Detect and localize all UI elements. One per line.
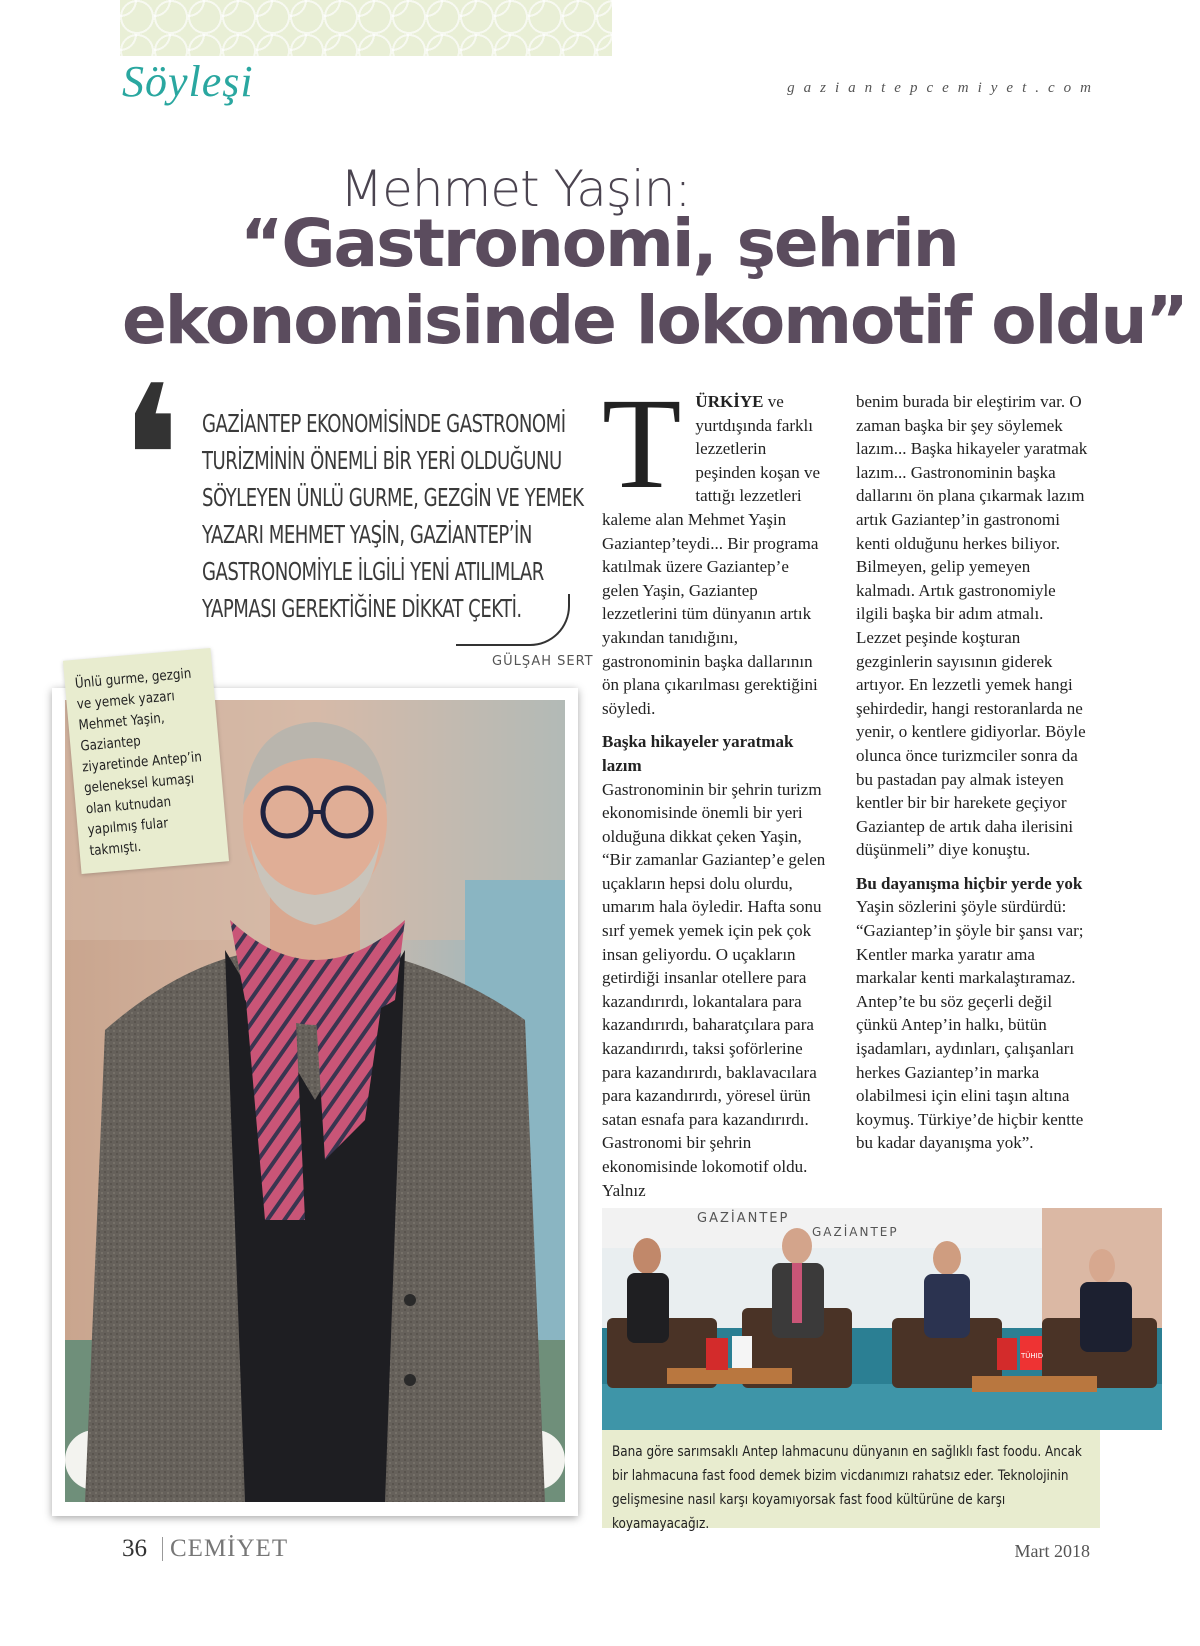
headline-line-1: “Gastronomi, şehrin bbox=[240, 205, 958, 282]
photo-note bbox=[63, 648, 229, 874]
publication-name: CEMİYET bbox=[170, 1535, 289, 1562]
page-number: 36 bbox=[122, 1535, 147, 1562]
footer-separator bbox=[162, 1537, 163, 1561]
photo-caption-text: Bana göre sarımsaklı Antep lahmacunu dünyanın en sağlıklı fast foodu. Ancak bir lahmacuna fast food demek bizim vicdanımızı rahatsız eder. Teknolojinin gelişmesine nasıl karşı koyamıyorsak fast food kültürüne de karşı koyamayacağız. bbox=[612, 1444, 1082, 1532]
article-column-1 bbox=[602, 372, 828, 1202]
site-url: gaziantepcemiyet.com bbox=[787, 80, 1100, 96]
author-name: GÜLŞAH SERT bbox=[492, 654, 594, 669]
subheading-2: Bu dayanışma hiçbir yerde yok bbox=[856, 873, 1083, 893]
photo-caption bbox=[602, 1430, 1100, 1532]
header-pattern bbox=[120, 0, 612, 56]
article-paragraph-3: benim burada bir eleştirim var. O zaman başka bir şey söylemek lazım... Başka hikayeler yaratmak lazım... Gastronominin başka dallarını ön plana çıkarmak lazım artık Gaziantep’in gastronomi kenti olduğunu herkes biliyor. Bilmeyen, gelip yemeyen kalmadı. Artık gastronomiyle ilgili başka bir adım atmalı. Lezzet peşinde koşturan gezginlerin sayısının giderek artıyor. En lezzetli yemek hangi şehirdedir, hangi restoranlarda ne yenir, o kentlere gidiyorlar. Böyle olunca önce turizmciler sonra da bu pastadan pay almak isteyen kentler bir bir harekete geçiyor Gaziantep de artık daha ilerisini düşünmeli” diye konuştu. bbox=[856, 392, 1088, 860]
article-column-2 bbox=[856, 390, 1090, 1155]
first-word: ÜRKİYE bbox=[695, 392, 764, 411]
article-paragraph-1-text: ve yurtdışında farklı lezzetlerin peşinden koşan ve tattığı lezzetleri kaleme alan Mehmet Yaşin Gaziantep’teydi... Bir programa katılmak üzere Gaziantep’e gelen Yaşin, Gaziantep lezzetlerini tüm dünyanın artık yakından tanıdığını, gastronominin başka dallarının ön plana çıkarılması gerektiğini söyledi. bbox=[602, 392, 821, 718]
banner-text-left: GAZİANTEP bbox=[697, 1211, 790, 1226]
flag-text: TÜHID bbox=[1021, 1352, 1044, 1360]
lead-paragraph: GAZİANTEP EKONOMİSİNDE GASTRONOMİ TURİZMİNİN ÖNEMLİ BİR YERİ OLDUĞUNU SÖYLEYEN ÜNLÜ GURME, GEZGİN VE YEMEK YAZARI MEHMET YAŞİN, GAZİANTEP’İN GASTRONOMİYLE İLGİLİ YENİ ATILIMLAR YAPMASI GEREKTİĞİNE DİKKAT ÇEKTİ. bbox=[202, 409, 584, 623]
subheading-1: Başka hikayeler yaratmak lazım bbox=[602, 732, 794, 775]
event-illustration bbox=[602, 1208, 1162, 1430]
article-paragraph-4: Yaşin sözlerini şöyle sürdürdü: “Gaziantep’in şöyle bir şansı var; Kentler marka yaratır ama markalar kenti markalaştıramaz. Antep’te bu söz geçerli değil çünkü Antep’in halkı, bütün işadamları, aydınları, çalışanları herkes Gaziantep’in marka olabilmesi için elini taşın altına koymuş. Türkiye’de hiçbir kentte bu kadar dayanışma yok”. bbox=[856, 897, 1084, 1153]
quote-mark-icon: ❛ bbox=[118, 343, 183, 576]
photo-note-text: Ünlü gurme, gezgin ve yemek yazarı Mehmet Yaşin, Gaziantep ziyaretinde Antep’in geleneksel kumaşı olan kutnudan yapılmış fular takmıştı. bbox=[74, 665, 203, 860]
headline-line-2: ekonomisinde lokomotif oldu” bbox=[122, 282, 1187, 359]
article-paragraph-2: Gastronominin bir şehrin turizm ekonomisinde önemli bir yeri olduğuna dikkat çeken Yaşin, “Bir zamanlar Gaziantep’e gelen uçakların hepsi dolu olurdu, umarım hala öyledir. Hafta sonu sırf yemek yemek için pek çok insan geliyordu. O uçakların getirdiği insanlar otellere para kazandırırdı, lokantalara para kazandırırdı, baharatçılara para kazandırırdı, taksi şoförlerine para kazandırırdı, baklavacılara para kazandırırdı, yöresel ürün satan esnafa para kazandırırdı. Gastronomi bir şehrin ekonomisinde lokomotif oldu. Yalnız bbox=[602, 779, 826, 1200]
section-title: Söyleşi bbox=[122, 57, 254, 106]
dropcap: T bbox=[602, 372, 682, 516]
banner-text-right: GAZİANTEP bbox=[812, 1225, 899, 1239]
event-photo bbox=[602, 1208, 1162, 1430]
headline-name: Mehmet Yaşin: bbox=[340, 160, 691, 218]
lead-decoration-line bbox=[456, 594, 570, 646]
issue-date: Mart 2018 bbox=[1014, 1541, 1090, 1561]
